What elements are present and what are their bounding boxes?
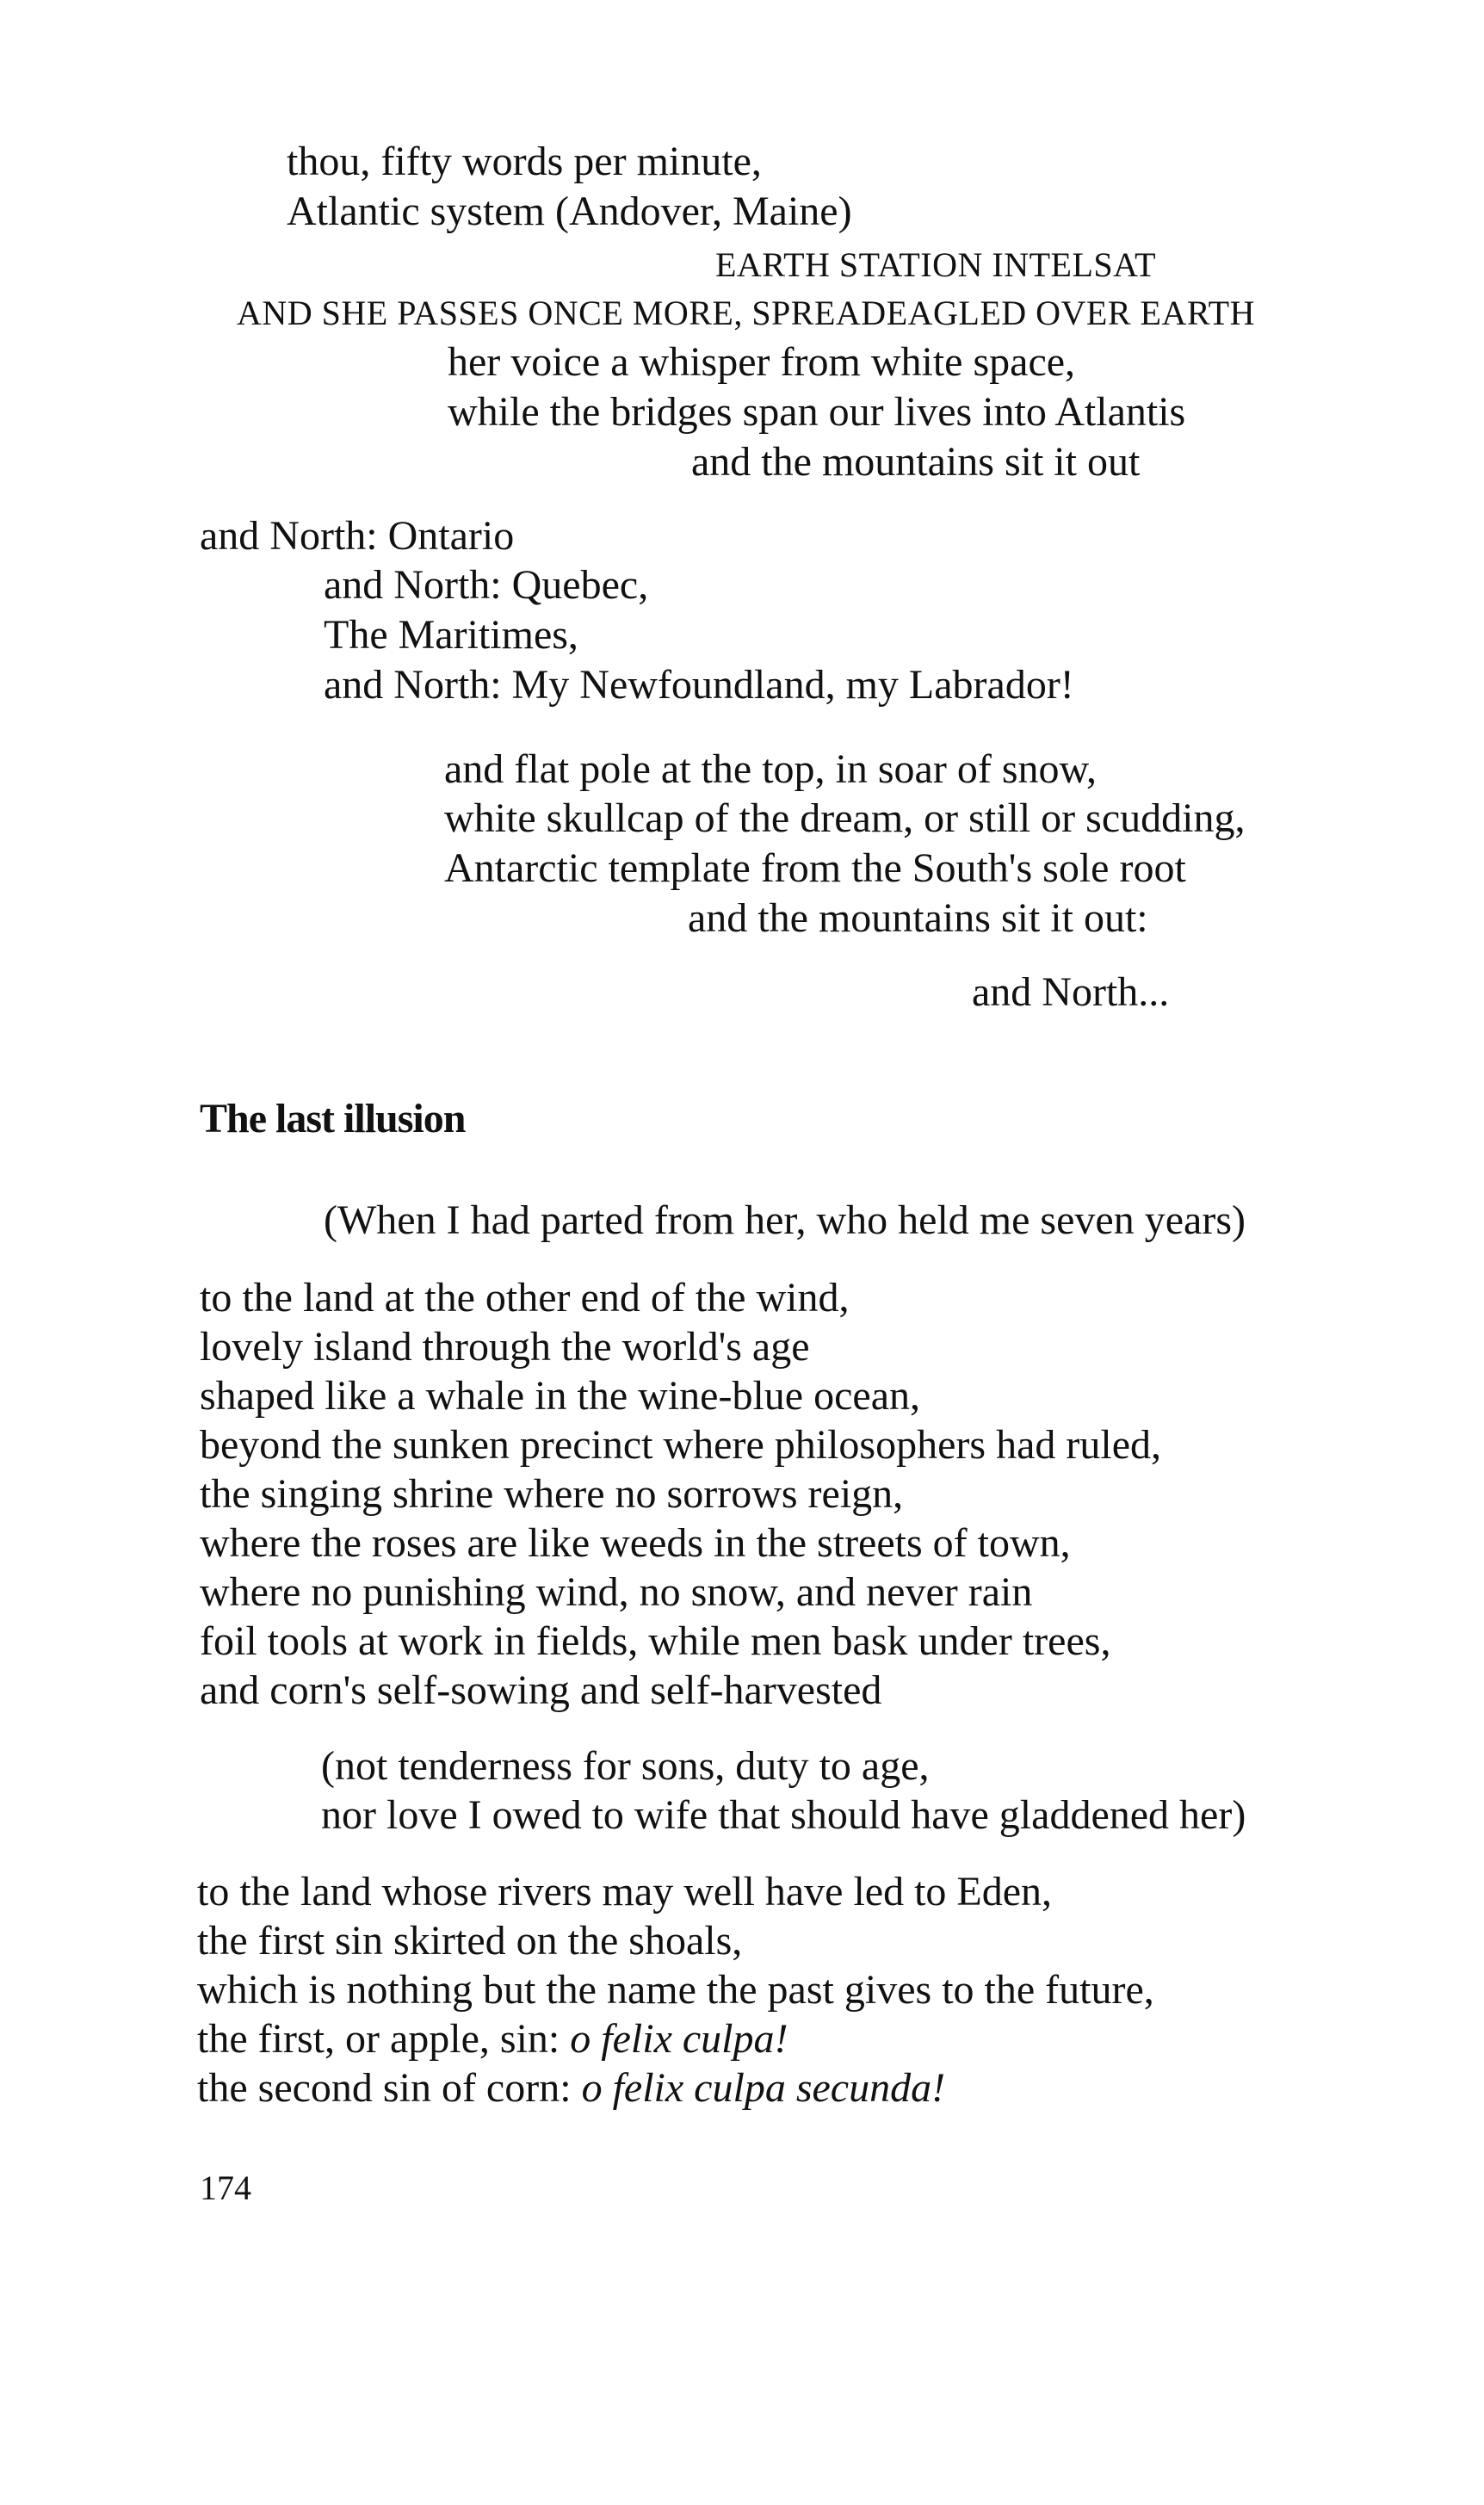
poem-line: Antarctic template from the South's sole root [444,845,1186,891]
poem-aside-line: (not tenderness for sons, duty to age, [321,1743,930,1789]
poem-line: and flat pole at the top, in soar of snow, [444,746,1098,792]
poem-line: and North: My Newfoundland, my Labrador! [324,662,1074,708]
poem-line: where the roses are like weeds in the streets of town, [200,1520,1071,1566]
page-number: 174 [200,2168,251,2207]
poem-line: and corn's self-sowing and self-harvested [200,1667,882,1713]
latin-phrase: o felix culpa! [570,2016,788,2062]
poem-line: her voice a whisper from white space, [448,339,1076,385]
poem-epigraph: (When I had parted from her, who held me seven years) [324,1197,1246,1243]
line-text: the second sin of corn: [197,2065,582,2111]
poem-line: thou, fifty words per minute, [287,139,762,184]
poem-line [197,2015,788,2063]
poem-line: the first sin skirted on the shoals, [197,1918,743,1964]
poem-line [197,2064,945,2112]
poem-line: where no punishing wind, no snow, and never rain [200,1569,1033,1615]
poem-line: the singing shrine where no sorrows reign, [200,1471,904,1517]
poem-aside-line: nor love I owed to wife that should have gladdened her) [321,1792,1246,1838]
poem-line: and North: Quebec, [324,562,649,608]
poem-line-caps: EARTH STATION INTELSAT [715,245,1157,284]
poem-line: The Maritimes, [324,612,578,658]
poem-line: beyond the sunken precinct where philosophers had ruled, [200,1422,1162,1468]
poem-line: which is nothing but the name the past gives to the future, [197,1967,1154,2013]
poem-line: and the mountains sit it out [691,439,1141,485]
poem-line-caps: AND SHE PASSES ONCE MORE, SPREADEAGLED OVER EARTH [237,294,1255,332]
latin-phrase: o felix culpa secunda! [581,2065,946,2111]
poem-line: lovely island through the world's age [200,1324,810,1370]
poem-line: and North... [972,969,1170,1015]
poem-line: Atlantic system (Andover, Maine) [287,189,852,234]
line-text: the first, or apple, sin: [197,2016,571,2062]
poem-line: shaped like a whale in the wine-blue ocean, [200,1373,920,1419]
poem-line: foil tools at work in fields, while men bask under trees, [200,1618,1111,1664]
poem-title: The last illusion [200,1096,466,1141]
poem-line: to the land whose rivers may well have led to Eden, [197,1869,1053,1914]
poem-line: to the land at the other end of the wind, [200,1275,850,1321]
poem-line: and North: Ontario [200,513,515,559]
poem-line: while the bridges span our lives into Atlantis [448,389,1186,435]
poem-line: and the mountains sit it out: [688,895,1148,941]
poem-line: white skullcap of the dream, or still or scudding, [444,795,1246,841]
